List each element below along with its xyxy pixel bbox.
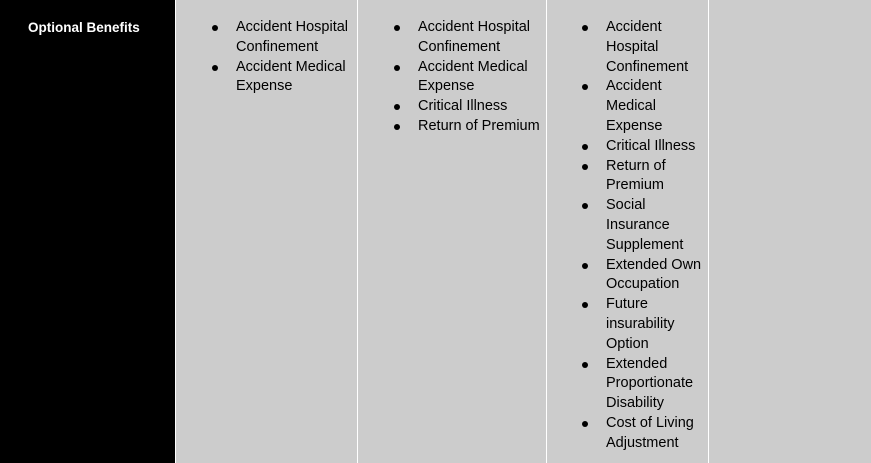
plan-cell-4 xyxy=(708,0,871,463)
list-item xyxy=(418,97,545,117)
benefit-list xyxy=(418,18,545,137)
bullet-icon xyxy=(582,263,588,269)
bullet-icon xyxy=(582,144,588,150)
list-item xyxy=(606,414,706,454)
benefit-label: Social Insurance Supplement xyxy=(606,197,684,253)
row-label-cell xyxy=(0,0,175,463)
list-item xyxy=(606,137,706,157)
plan-cell-1 xyxy=(175,0,357,463)
list-item xyxy=(606,295,706,354)
bullet-icon xyxy=(582,84,588,90)
bullet-icon xyxy=(212,25,218,31)
benefit-label: Cost of Living Adjustment xyxy=(606,414,694,451)
benefit-label: Critical Illness xyxy=(418,98,508,115)
benefit-label: Return of Premium xyxy=(418,117,540,134)
list-item xyxy=(418,18,545,58)
benefit-label: Accident Hospital Confinement xyxy=(606,19,689,75)
list-item xyxy=(236,18,356,58)
bullet-icon xyxy=(582,25,588,31)
list-item xyxy=(606,157,706,197)
plan-cell-2 xyxy=(357,0,546,463)
list-item xyxy=(606,256,706,296)
benefit-list xyxy=(606,18,706,454)
row-label: Optional Benefits xyxy=(28,20,140,35)
benefit-label: Accident Medical Expense xyxy=(418,58,528,95)
list-item xyxy=(418,58,545,98)
bullet-icon xyxy=(394,65,400,71)
bullet-icon xyxy=(582,164,588,170)
bullet-icon xyxy=(394,25,400,31)
list-item xyxy=(606,77,706,136)
list-item xyxy=(606,355,706,414)
bullet-icon xyxy=(394,104,400,110)
bullet-icon xyxy=(212,65,218,71)
benefit-label: Accident Hospital Confinement xyxy=(236,19,349,55)
benefit-label: Extended Proportionate Disability xyxy=(606,355,694,412)
benefit-label: Return of Premium xyxy=(606,157,666,194)
bullet-icon xyxy=(582,203,588,209)
benefit-list xyxy=(236,18,356,97)
benefit-label: Critical Illness xyxy=(606,137,696,154)
bullet-icon xyxy=(582,302,588,308)
list-item xyxy=(606,196,706,255)
benefit-label: Accident Medical Expense xyxy=(236,58,346,95)
bullet-icon xyxy=(582,421,588,427)
list-item xyxy=(236,58,356,98)
bullet-icon xyxy=(582,362,588,368)
plan-cell-3 xyxy=(546,0,708,463)
list-item xyxy=(606,18,706,77)
benefit-label: Accident Medical Expense xyxy=(606,78,663,134)
list-item xyxy=(418,117,545,137)
benefit-label: Extended Own Occupation xyxy=(606,256,702,293)
benefit-label: Future insurability Option xyxy=(606,296,675,352)
benefit-label: Accident Hospital Confinement xyxy=(418,19,531,55)
bullet-icon xyxy=(394,124,400,130)
